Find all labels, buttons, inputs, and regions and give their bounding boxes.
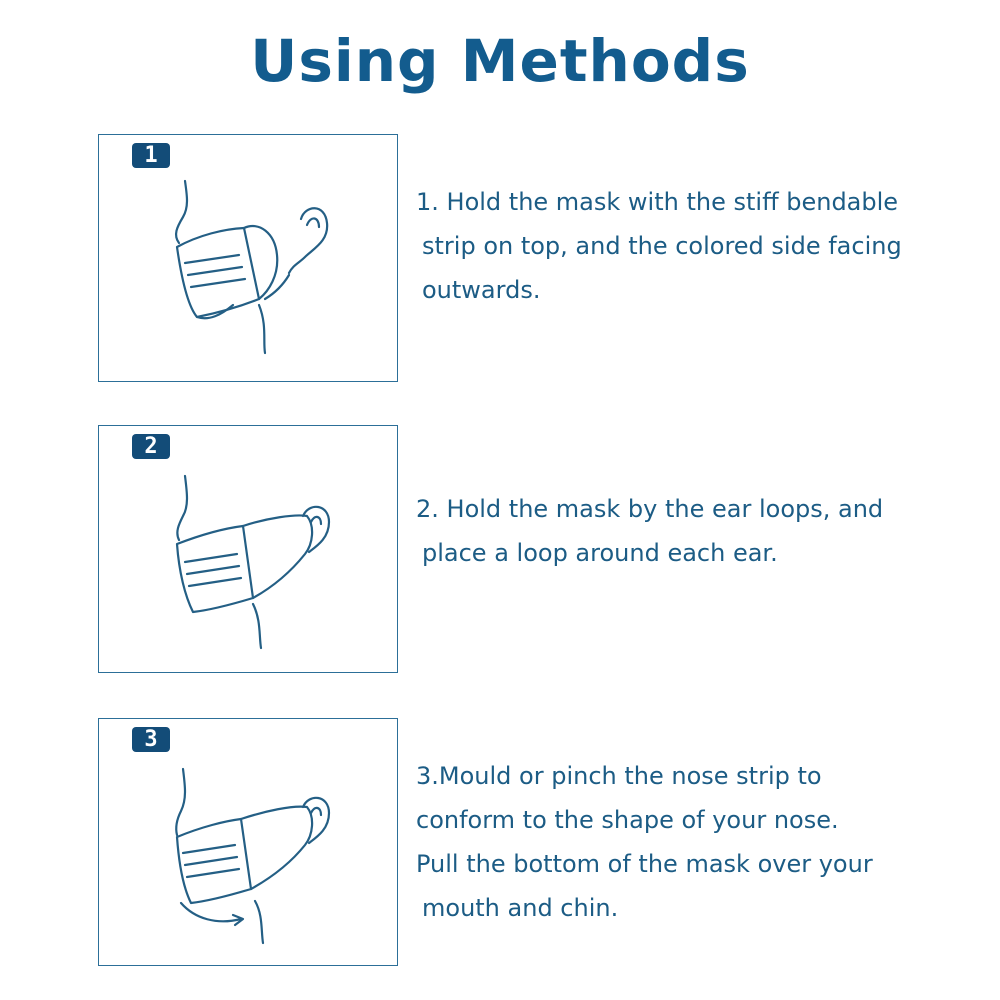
step-2-instructions — [416, 487, 976, 575]
step-1-number-badge — [132, 143, 170, 168]
step-2-line-1: 2. Hold the mask by the ear loops, and — [416, 495, 884, 523]
mask-on-face-illustration-2 — [99, 426, 397, 672]
step-1-line-3: outwards. — [422, 276, 541, 304]
step-1-line-1: 1. Hold the mask with the stiff bendable — [416, 188, 899, 216]
step-1 — [0, 134, 1000, 384]
step-3-line-2: conform to the shape of your nose. — [416, 806, 839, 834]
step-3-number: 3 — [144, 726, 158, 752]
mask-on-face-illustration-1 — [99, 135, 397, 381]
step-2-illustration-panel — [98, 425, 398, 673]
mask-on-face-illustration-3 — [99, 719, 397, 965]
step-1-illustration-panel — [98, 134, 398, 382]
step-3-instructions — [416, 754, 976, 930]
step-3-line-3: Pull the bottom of the mask over your — [416, 850, 873, 878]
step-2-number-badge — [132, 434, 170, 459]
page-title: Using Methods — [250, 27, 750, 95]
step-1-line-2: strip on top, and the colored side facing — [422, 232, 902, 260]
step-1-number: 1 — [144, 142, 158, 168]
step-2 — [0, 425, 1000, 675]
step-3 — [0, 718, 1000, 968]
step-3-line-4: mouth and chin. — [422, 894, 619, 922]
step-3-line-1: 3.Mould or pinch the nose strip to — [416, 762, 822, 790]
step-2-line-2: place a loop around each ear. — [422, 539, 778, 567]
step-2-number: 2 — [144, 433, 158, 459]
step-3-illustration-panel — [98, 718, 398, 966]
step-3-number-badge — [132, 727, 170, 752]
step-1-instructions — [416, 180, 976, 312]
